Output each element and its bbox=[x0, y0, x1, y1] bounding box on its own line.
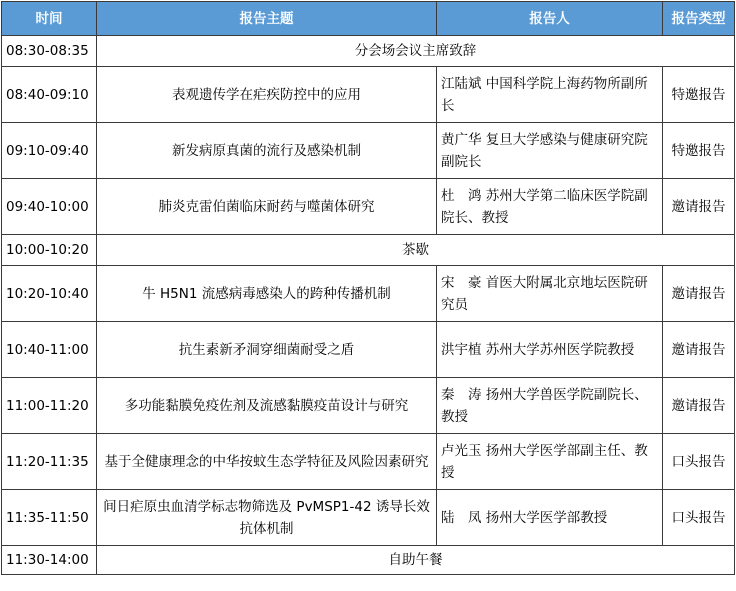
topic-cell: 间日疟原虫血清学标志物筛选及 PvMSP1-42 诱导长效抗体机制 bbox=[97, 490, 437, 546]
table-row bbox=[2, 434, 735, 490]
time-cell: 09:10-09:40 bbox=[2, 123, 97, 179]
type-cell: 邀请报告 bbox=[663, 322, 735, 378]
speaker-cell: 杜 鸿 苏州大学第二临床医学院副院长、教授 bbox=[437, 179, 663, 235]
topic-cell: 多功能黏膜免疫佐剂及流感黏膜疫苗设计与研究 bbox=[97, 378, 437, 434]
header-speaker: 报告人 bbox=[437, 2, 663, 36]
header-row bbox=[2, 2, 735, 36]
time-cell: 08:40-09:10 bbox=[2, 67, 97, 123]
topic-cell: 表观遗传学在疟疾防控中的应用 bbox=[97, 67, 437, 123]
type-cell: 口头报告 bbox=[663, 434, 735, 490]
session-cell: 分会场会议主席致辞 bbox=[97, 36, 735, 67]
table-row bbox=[2, 36, 735, 67]
speaker-cell: 陆 凤 扬州大学医学部教授 bbox=[437, 490, 663, 546]
conference-schedule-table bbox=[1, 1, 735, 575]
type-cell: 邀请报告 bbox=[663, 179, 735, 235]
speaker-cell: 卢光玉 扬州大学医学部副主任、教授 bbox=[437, 434, 663, 490]
time-cell: 08:30-08:35 bbox=[2, 36, 97, 67]
table-row bbox=[2, 490, 735, 546]
speaker-cell: 宋 豪 首医大附属北京地坛医院研究员 bbox=[437, 266, 663, 322]
session-cell: 茶歇 bbox=[97, 235, 735, 266]
time-cell: 11:20-11:35 bbox=[2, 434, 97, 490]
time-cell: 11:35-11:50 bbox=[2, 490, 97, 546]
topic-cell: 基于全健康理念的中华按蚊生态学特征及风险因素研究 bbox=[97, 434, 437, 490]
table-row bbox=[2, 546, 735, 575]
speaker-cell: 黄广华 复旦大学感染与健康研究院副院长 bbox=[437, 123, 663, 179]
time-cell: 09:40-10:00 bbox=[2, 179, 97, 235]
type-cell: 特邀报告 bbox=[663, 123, 735, 179]
time-cell: 10:40-11:00 bbox=[2, 322, 97, 378]
table-row bbox=[2, 235, 735, 266]
speaker-cell: 江陆斌 中国科学院上海药物所副所长 bbox=[437, 67, 663, 123]
topic-cell: 肺炎克雷伯菌临床耐药与噬菌体研究 bbox=[97, 179, 437, 235]
type-cell: 邀请报告 bbox=[663, 378, 735, 434]
table-row bbox=[2, 378, 735, 434]
topic-cell: 牛 H5N1 流感病毒感染人的跨种传播机制 bbox=[97, 266, 437, 322]
type-cell: 特邀报告 bbox=[663, 67, 735, 123]
type-cell: 邀请报告 bbox=[663, 266, 735, 322]
table-row bbox=[2, 67, 735, 123]
header-topic: 报告主题 bbox=[97, 2, 437, 36]
time-cell: 11:00-11:20 bbox=[2, 378, 97, 434]
time-cell: 10:20-10:40 bbox=[2, 266, 97, 322]
topic-cell: 新发病原真菌的流行及感染机制 bbox=[97, 123, 437, 179]
table-row bbox=[2, 123, 735, 179]
table-row bbox=[2, 179, 735, 235]
speaker-cell: 秦 涛 扬州大学兽医学院副院长、教授 bbox=[437, 378, 663, 434]
table-row bbox=[2, 266, 735, 322]
topic-cell: 抗生素新矛洞穿细菌耐受之盾 bbox=[97, 322, 437, 378]
header-type: 报告类型 bbox=[663, 2, 735, 36]
table-row bbox=[2, 322, 735, 378]
type-cell: 口头报告 bbox=[663, 490, 735, 546]
session-cell: 自助午餐 bbox=[97, 546, 735, 575]
time-cell: 10:00-10:20 bbox=[2, 235, 97, 266]
header-time: 时间 bbox=[2, 2, 97, 36]
time-cell: 11:30-14:00 bbox=[2, 546, 97, 575]
speaker-cell: 洪宇植 苏州大学苏州医学院教授 bbox=[437, 322, 663, 378]
